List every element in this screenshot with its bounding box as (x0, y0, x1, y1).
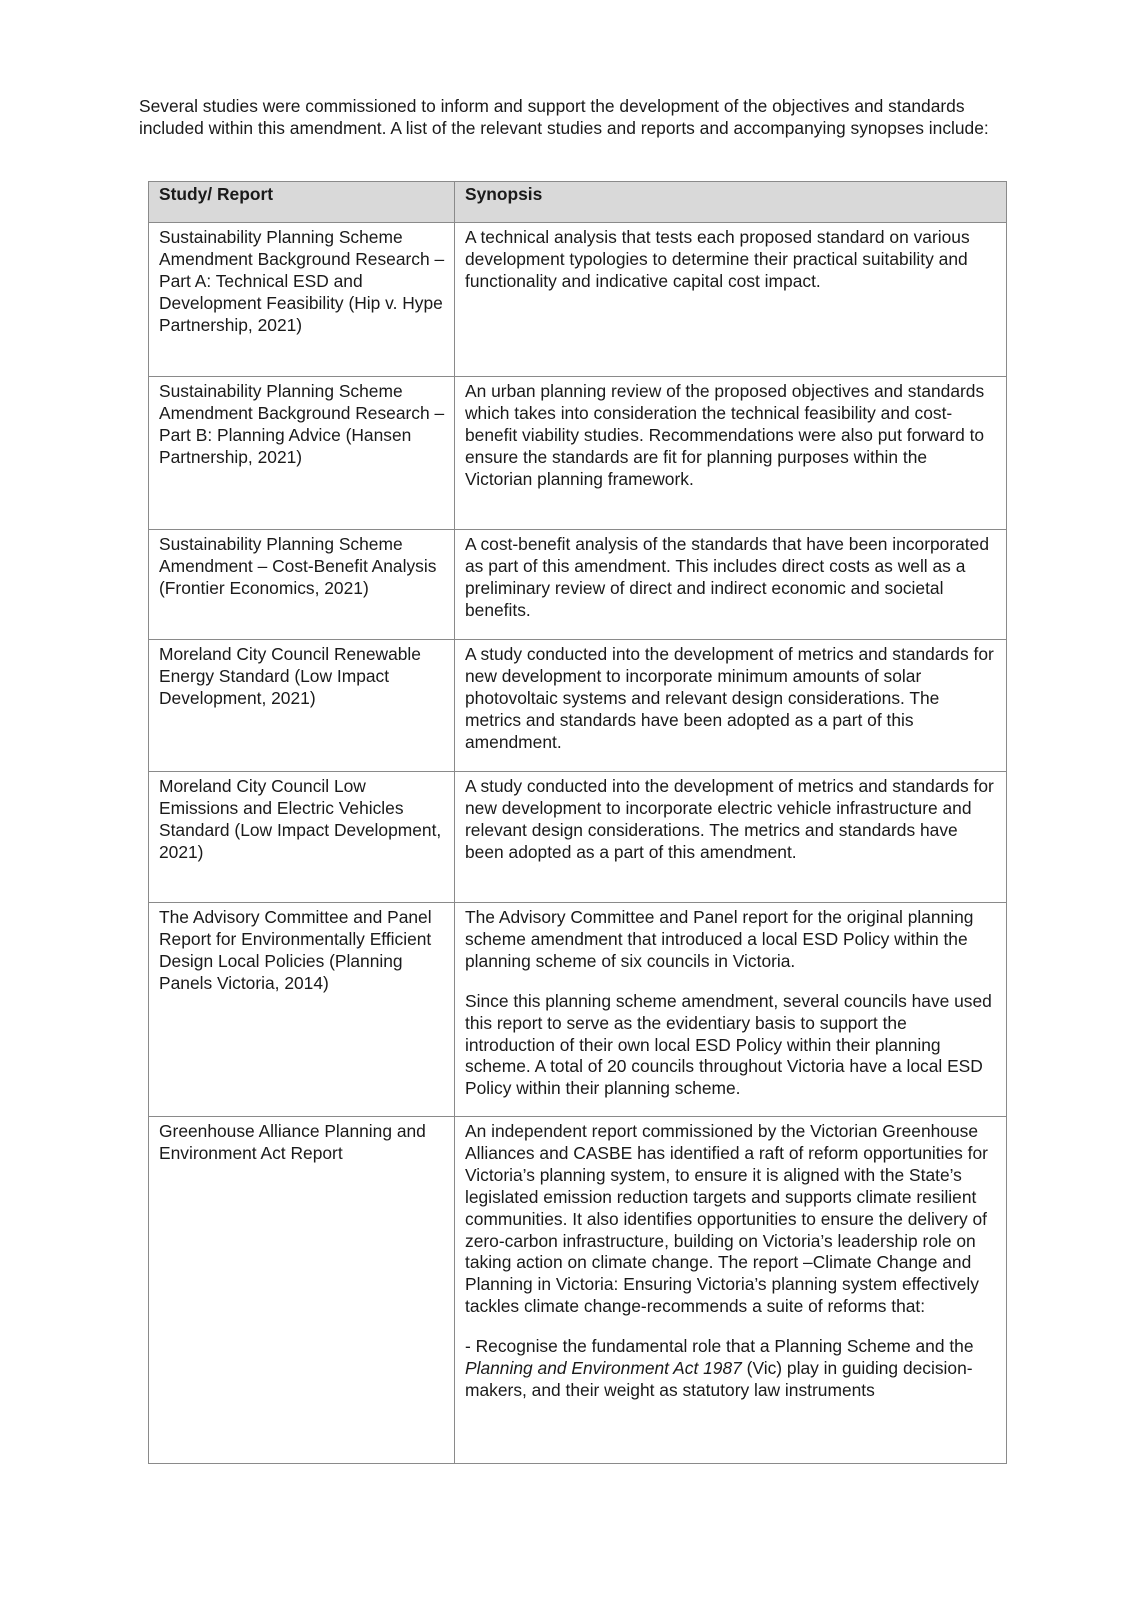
table-row (149, 223, 1007, 377)
table-row (149, 640, 1007, 772)
studies-table (148, 181, 1007, 1464)
study-cell: Moreland City Council Low Emissions and Electric Vehicles Standard (Low Impact Development, 2021) (149, 772, 455, 903)
table-header-row (149, 182, 1007, 223)
synopsis-paragraph: Since this planning scheme amendment, several councils have used this report to serve as the evidentiary basis to support the introduction of their own local ESD Policy within their planning scheme. A total of 20 councils throughout Victoria have a local ESD Policy within their planning scheme. (465, 990, 992, 1099)
table-row (149, 530, 1007, 640)
table-row (149, 903, 1007, 1117)
synopsis-cell (455, 903, 1007, 1117)
table-row (149, 772, 1007, 903)
reform-text-before: - Recognise the fundamental role that a Planning Scheme and the (465, 1336, 974, 1357)
synopsis-paragraph-reforms (465, 1336, 998, 1402)
study-cell: Greenhouse Alliance Planning and Environment Act Report (149, 1117, 455, 1464)
table-row (149, 377, 1007, 530)
table-row (149, 1117, 1007, 1464)
synopsis-cell (455, 530, 1007, 640)
synopsis-paragraph: The Advisory Committee and Panel report for the original planning scheme amendment that introduced a local ESD Policy within the planning scheme of six councils in Victoria. (465, 907, 974, 971)
synopsis-paragraph: A study conducted into the development of metrics and standards for new development to incorporate minimum amounts of solar photovoltaic systems and relevant design considerations. The metrics and standards have been adopted as a part of this amendment. (465, 644, 994, 752)
synopsis-cell (455, 377, 1007, 530)
synopsis-paragraph: A cost-benefit analysis of the standards that have been incorporated as part of this amendment. This includes direct costs as well as a preliminary review of direct and indirect economic and societal benefits. (465, 534, 989, 620)
intro-paragraph: Several studies were commissioned to inform and support the development of the objectives and standards included within this amendment. A list of the relevant studies and reports and accompanying synopses include: (139, 96, 989, 138)
header-synopsis: Synopsis (455, 182, 1007, 223)
synopsis-paragraph: An urban planning review of the proposed objectives and standards which takes into consideration the technical feasibility and cost-benefit viability studies. Recommendations were also put forward to ensure the standards are fit for planning purposes within the Victorian planning framework. (465, 381, 985, 489)
act-title-italic: Planning and Environment Act 1987 (465, 1358, 742, 1379)
study-cell: Moreland City Council Renewable Energy Standard (Low Impact Development, 2021) (149, 640, 455, 772)
synopsis-cell (455, 1117, 1007, 1464)
study-cell: Sustainability Planning Scheme Amendment Background Research – Part B: Planning Advice (Hansen Partnership, 2021) (149, 377, 455, 530)
synopsis-cell (455, 772, 1007, 903)
synopsis-cell (455, 223, 1007, 377)
header-study-report: Study/ Report (149, 182, 455, 223)
synopsis-paragraph: A technical analysis that tests each proposed standard on various development typologies to determine their practical suitability and functionality and indicative capital cost impact. (465, 227, 970, 291)
study-cell: The Advisory Committee and Panel Report for Environmentally Efficient Design Local Policies (Planning Panels Victoria, 2014) (149, 903, 455, 1117)
reform-text-after: (Vic) play in guiding decision-makers, and their weight as statutory law instruments (465, 1358, 973, 1400)
study-cell: Sustainability Planning Scheme Amendment – Cost-Benefit Analysis (Frontier Economics, 2021) (149, 530, 455, 640)
synopsis-paragraph: An independent report commissioned by the Victorian Greenhouse Alliances and CASBE has identified a raft of reform opportunities for Victoria’s planning system, to ensure it is aligned with the State’s legislated emission reduction targets and supports climate resilient communities. It also identifies opportunities to ensure the delivery of zero-carbon infrastructure, building on Victoria’s leadership role on taking action on climate change. The report –Climate Change and Planning in Victoria: Ensuring Victoria’s planning system effectively tackles climate change-recommends a suite of reforms that: (465, 1121, 988, 1317)
synopsis-paragraph: A study conducted into the development of metrics and standards for new development to incorporate electric vehicle infrastructure and relevant design considerations. The metrics and standards have been adopted as a part of this amendment. (465, 776, 994, 862)
synopsis-cell (455, 640, 1007, 772)
study-cell: Sustainability Planning Scheme Amendment Background Research – Part A: Technical ESD and Development Feasibility (Hip v. Hype Partnership, 2021) (149, 223, 455, 377)
